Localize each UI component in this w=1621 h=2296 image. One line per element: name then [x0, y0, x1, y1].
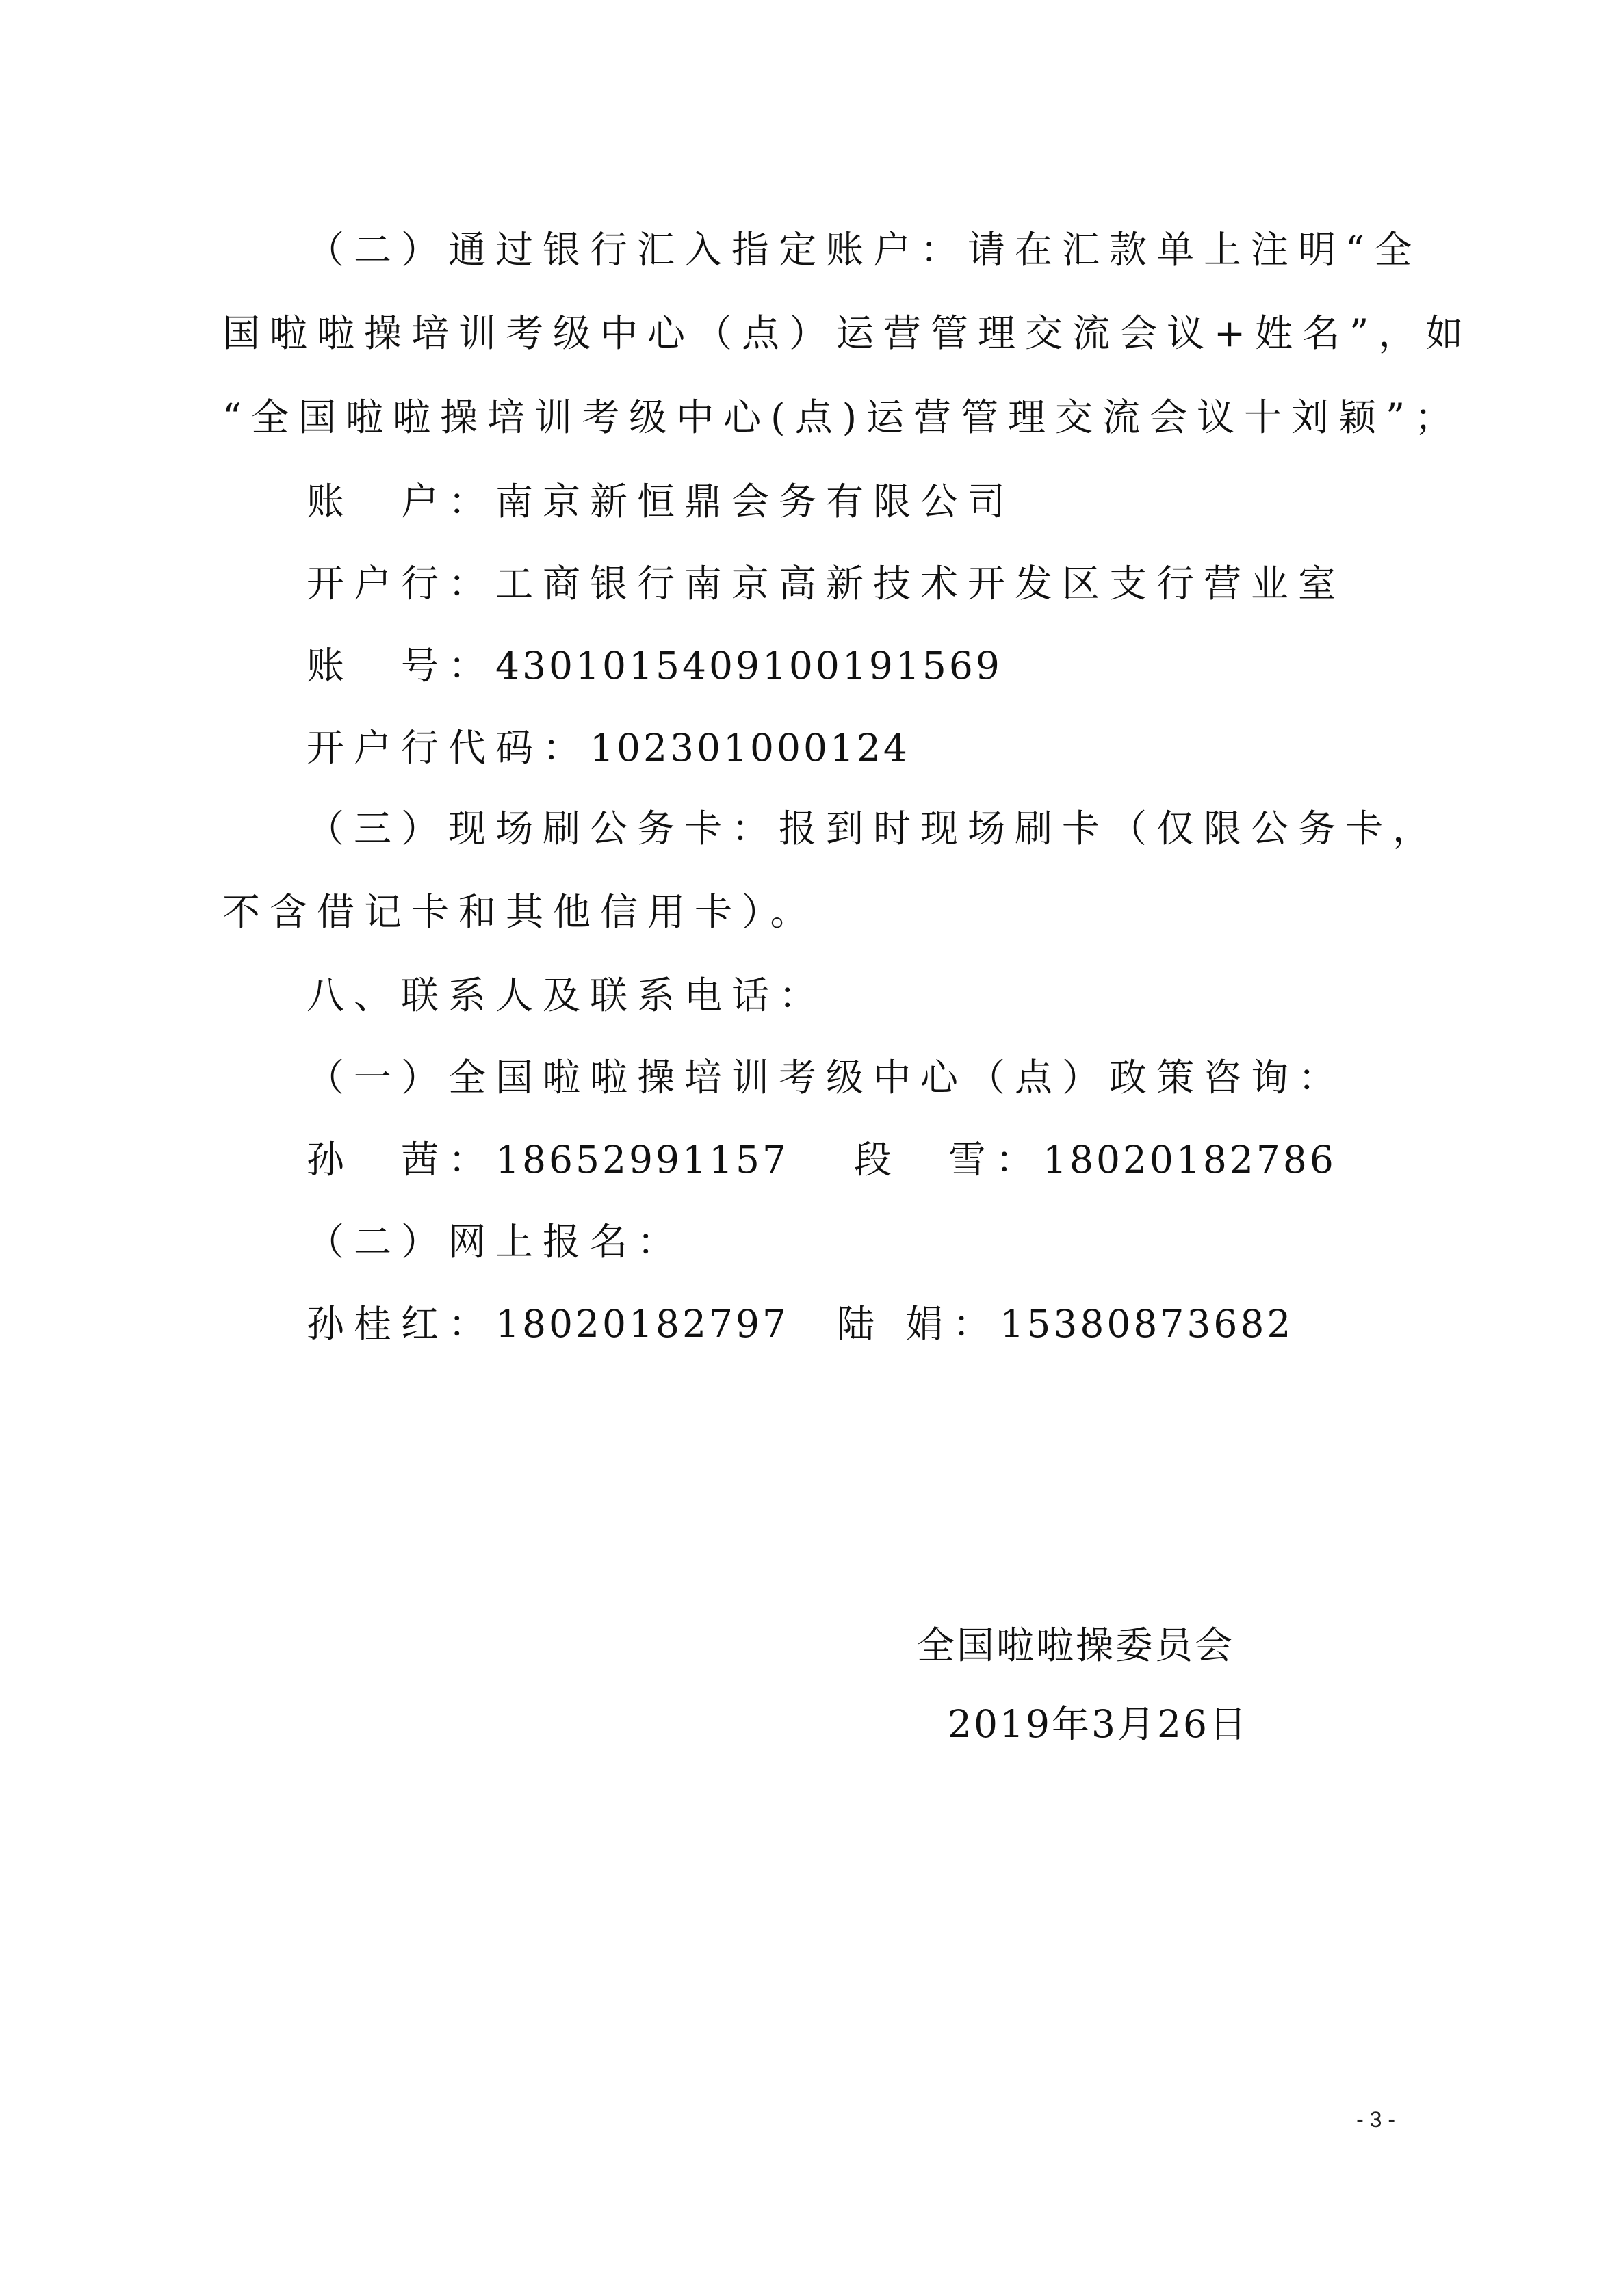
registration-contact-1-phone: 18020182797 — [495, 1302, 789, 1346]
card-payment-line-2: 不含借记卡和其他信用卡）。 — [222, 890, 818, 934]
policy-contact-1-phone: 18652991157 — [495, 1138, 789, 1182]
bank-value: 工商银行南京高新技术开发区支行营业室 — [495, 562, 1346, 605]
transfer-heading-line-3: “全国啦啦操培训考级中心(点)运营管理交流会议十刘颖”； — [222, 395, 1462, 439]
account-number-value: 4301015409100191569 — [495, 644, 1002, 688]
account-name-row — [307, 478, 1015, 525]
page-number: - 3 - — [1356, 2107, 1395, 2132]
registration-contact-2-phone: 15380873682 — [1000, 1302, 1294, 1346]
bank-code-value: 102301000124 — [590, 726, 910, 770]
account-number-label: 账 号： — [307, 644, 496, 688]
account-name-label: 账 户： — [307, 480, 496, 523]
registration-contacts-row — [307, 1300, 1293, 1348]
card-payment-line-1: （三）现场刷公务卡：报到时现场刷卡（仅限公务卡， — [307, 807, 1440, 850]
transfer-heading-line-1: （二）通过银行汇入指定账户：请在汇款单上注明“全 — [307, 228, 1422, 272]
bank-label: 开户行： — [307, 562, 496, 605]
bank-code-label: 开户行代码： — [307, 726, 591, 770]
policy-contact-2-phone: 18020182786 — [1042, 1138, 1336, 1182]
transfer-heading-line-2: 国啦啦操培训考级中心（点）运营管理交流会议+姓名”，如 — [222, 311, 1473, 355]
signature-organization: 全国啦啦操委员会 — [917, 1623, 1235, 1667]
policy-contact-1-name: 孙 茜： — [307, 1138, 496, 1182]
contacts-heading: 八、联系人及联系电话： — [307, 974, 827, 1017]
policy-contact-2-name: 段 雪： — [853, 1138, 1043, 1182]
bank-row — [307, 560, 1345, 608]
account-name-value: 南京新恒鼎会务有限公司 — [495, 480, 1015, 523]
account-number-row — [307, 642, 1002, 690]
registration-heading: （二）网上报名： — [307, 1220, 685, 1264]
bank-code-row — [307, 724, 910, 772]
registration-contact-1-name: 孙桂红： — [307, 1302, 496, 1346]
policy-contacts-row — [307, 1136, 1336, 1184]
signature-date: 2019年3月26日 — [948, 1702, 1249, 1746]
registration-contact-2-name: 陆 娟： — [836, 1302, 1000, 1346]
policy-heading: （一）全国啦啦操培训考级中心（点）政策咨询： — [307, 1056, 1346, 1099]
